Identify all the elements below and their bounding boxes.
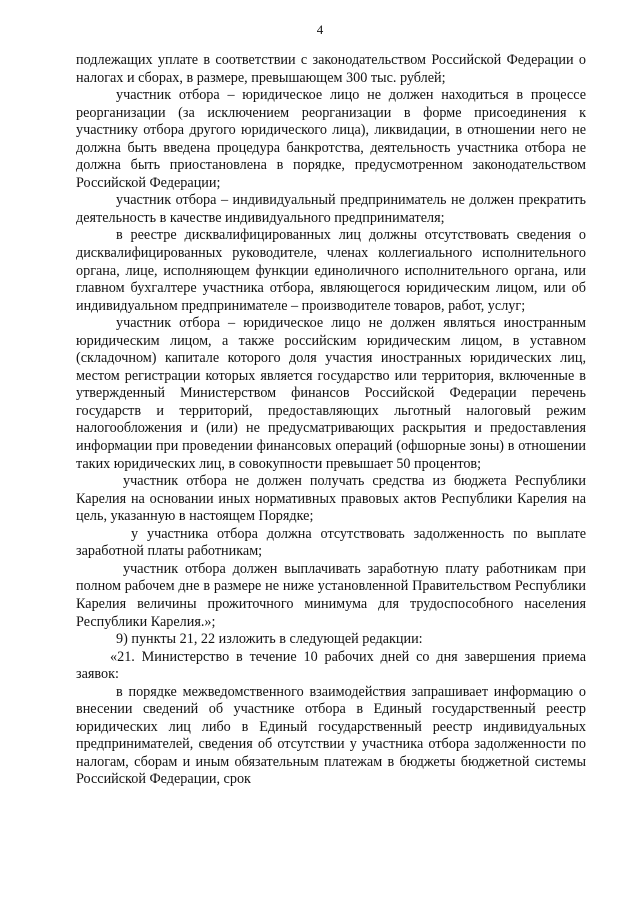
paragraph-disqualified-persons: в реестре дисквалифицированных лиц должны отсутствовать сведения о дисквалифицированных руководителе, членах коллегиального исполнительного органа, лице, исполняющем функции единоличного исполнительного органа, или главном бухгалтере участника отбора, являющегося юридическим лицом, или об индивидуальном предпринимателе – производителе товаров, работ, услуг; [76, 227, 586, 314]
paragraph-individual-entrepreneur: участник отбора – индивидуальный предприниматель не должен прекратить деятельность в качестве индивидуального предпринимателя; [76, 192, 586, 226]
paragraph-salary-debt: у участника отбора должна отсутствовать задолженность по выплате заработной платы работникам; [76, 525, 586, 560]
paragraph-minimum-wage: участник отбора должен выплачивать заработную плату работникам при полном рабочем дне в размере не ниже установленной Правительством Республики Карелия величины прожиточного минимума для трудоспособного населения Республики Карелия.»; [76, 560, 586, 630]
paragraph-clause-21: «21. Министерство в течение 10 рабочих дней со дня завершения приема заявок: [76, 648, 586, 683]
paragraph-tax-debt-continuation: подлежащих уплате в соответствии с законодательством Российской Федерации о налогах и сборах, в размере, превышающем 300 тыс. рублей; [76, 52, 586, 86]
paragraph-foreign-entity: участник отбора – юридическое лицо не должен являться иностранным юридическим лицом, а также российским юридическим лицом, в уставном (складочном) капитале которого доля участия иностранных юридических лиц, местом регистрации которых является государство или территория, включенные в утвержденный Министерством финансов Российской Федерации перечень государств и территорий, предоставляющих льготный налоговый режим налогообложения и (или) не предусматривающих раскрытия и предоставления информации при проведении финансовых операций (офшорные зоны) в отношении таких юридических лиц, в совокупности превышает 50 процентов; [76, 315, 586, 472]
paragraph-interagency-request: в порядке межведомственного взаимодействия запрашивает информацию о внесении сведений об участнике отбора в Единый государственный реестр юридических лиц либо в Единый государственный реестр индивидуальных предпринимателей, сведения об отсутствии у участника отбора задолженности по налогам, сборам и иным обязательным платежам в бюджеты бюджетной системы Российской Федерации, срок [76, 683, 586, 788]
paragraph-budget-funds: участник отбора не должен получать средства из бюджета Республики Карелия на основании иных нормативных правовых актов Республики Карелия на цель, указанную в настоящем Порядке; [76, 473, 586, 525]
paragraph-reorganization: участник отбора – юридическое лицо не должен находиться в процессе реорганизации (за исключением реорганизации в форме присоединения к участнику отбора другого юридического лица), ликвидации, в отношении него не должна быть введена процедура банкротства, деятельность участника отбора не должна быть приостановлена в порядке, предусмотренном законодательством Российской Федерации; [76, 87, 586, 191]
page-number: 4 [316, 22, 324, 37]
document-body [76, 52, 586, 789]
paragraph-item-9: 9) пункты 21, 22 изложить в следующей редакции: [116, 631, 423, 648]
